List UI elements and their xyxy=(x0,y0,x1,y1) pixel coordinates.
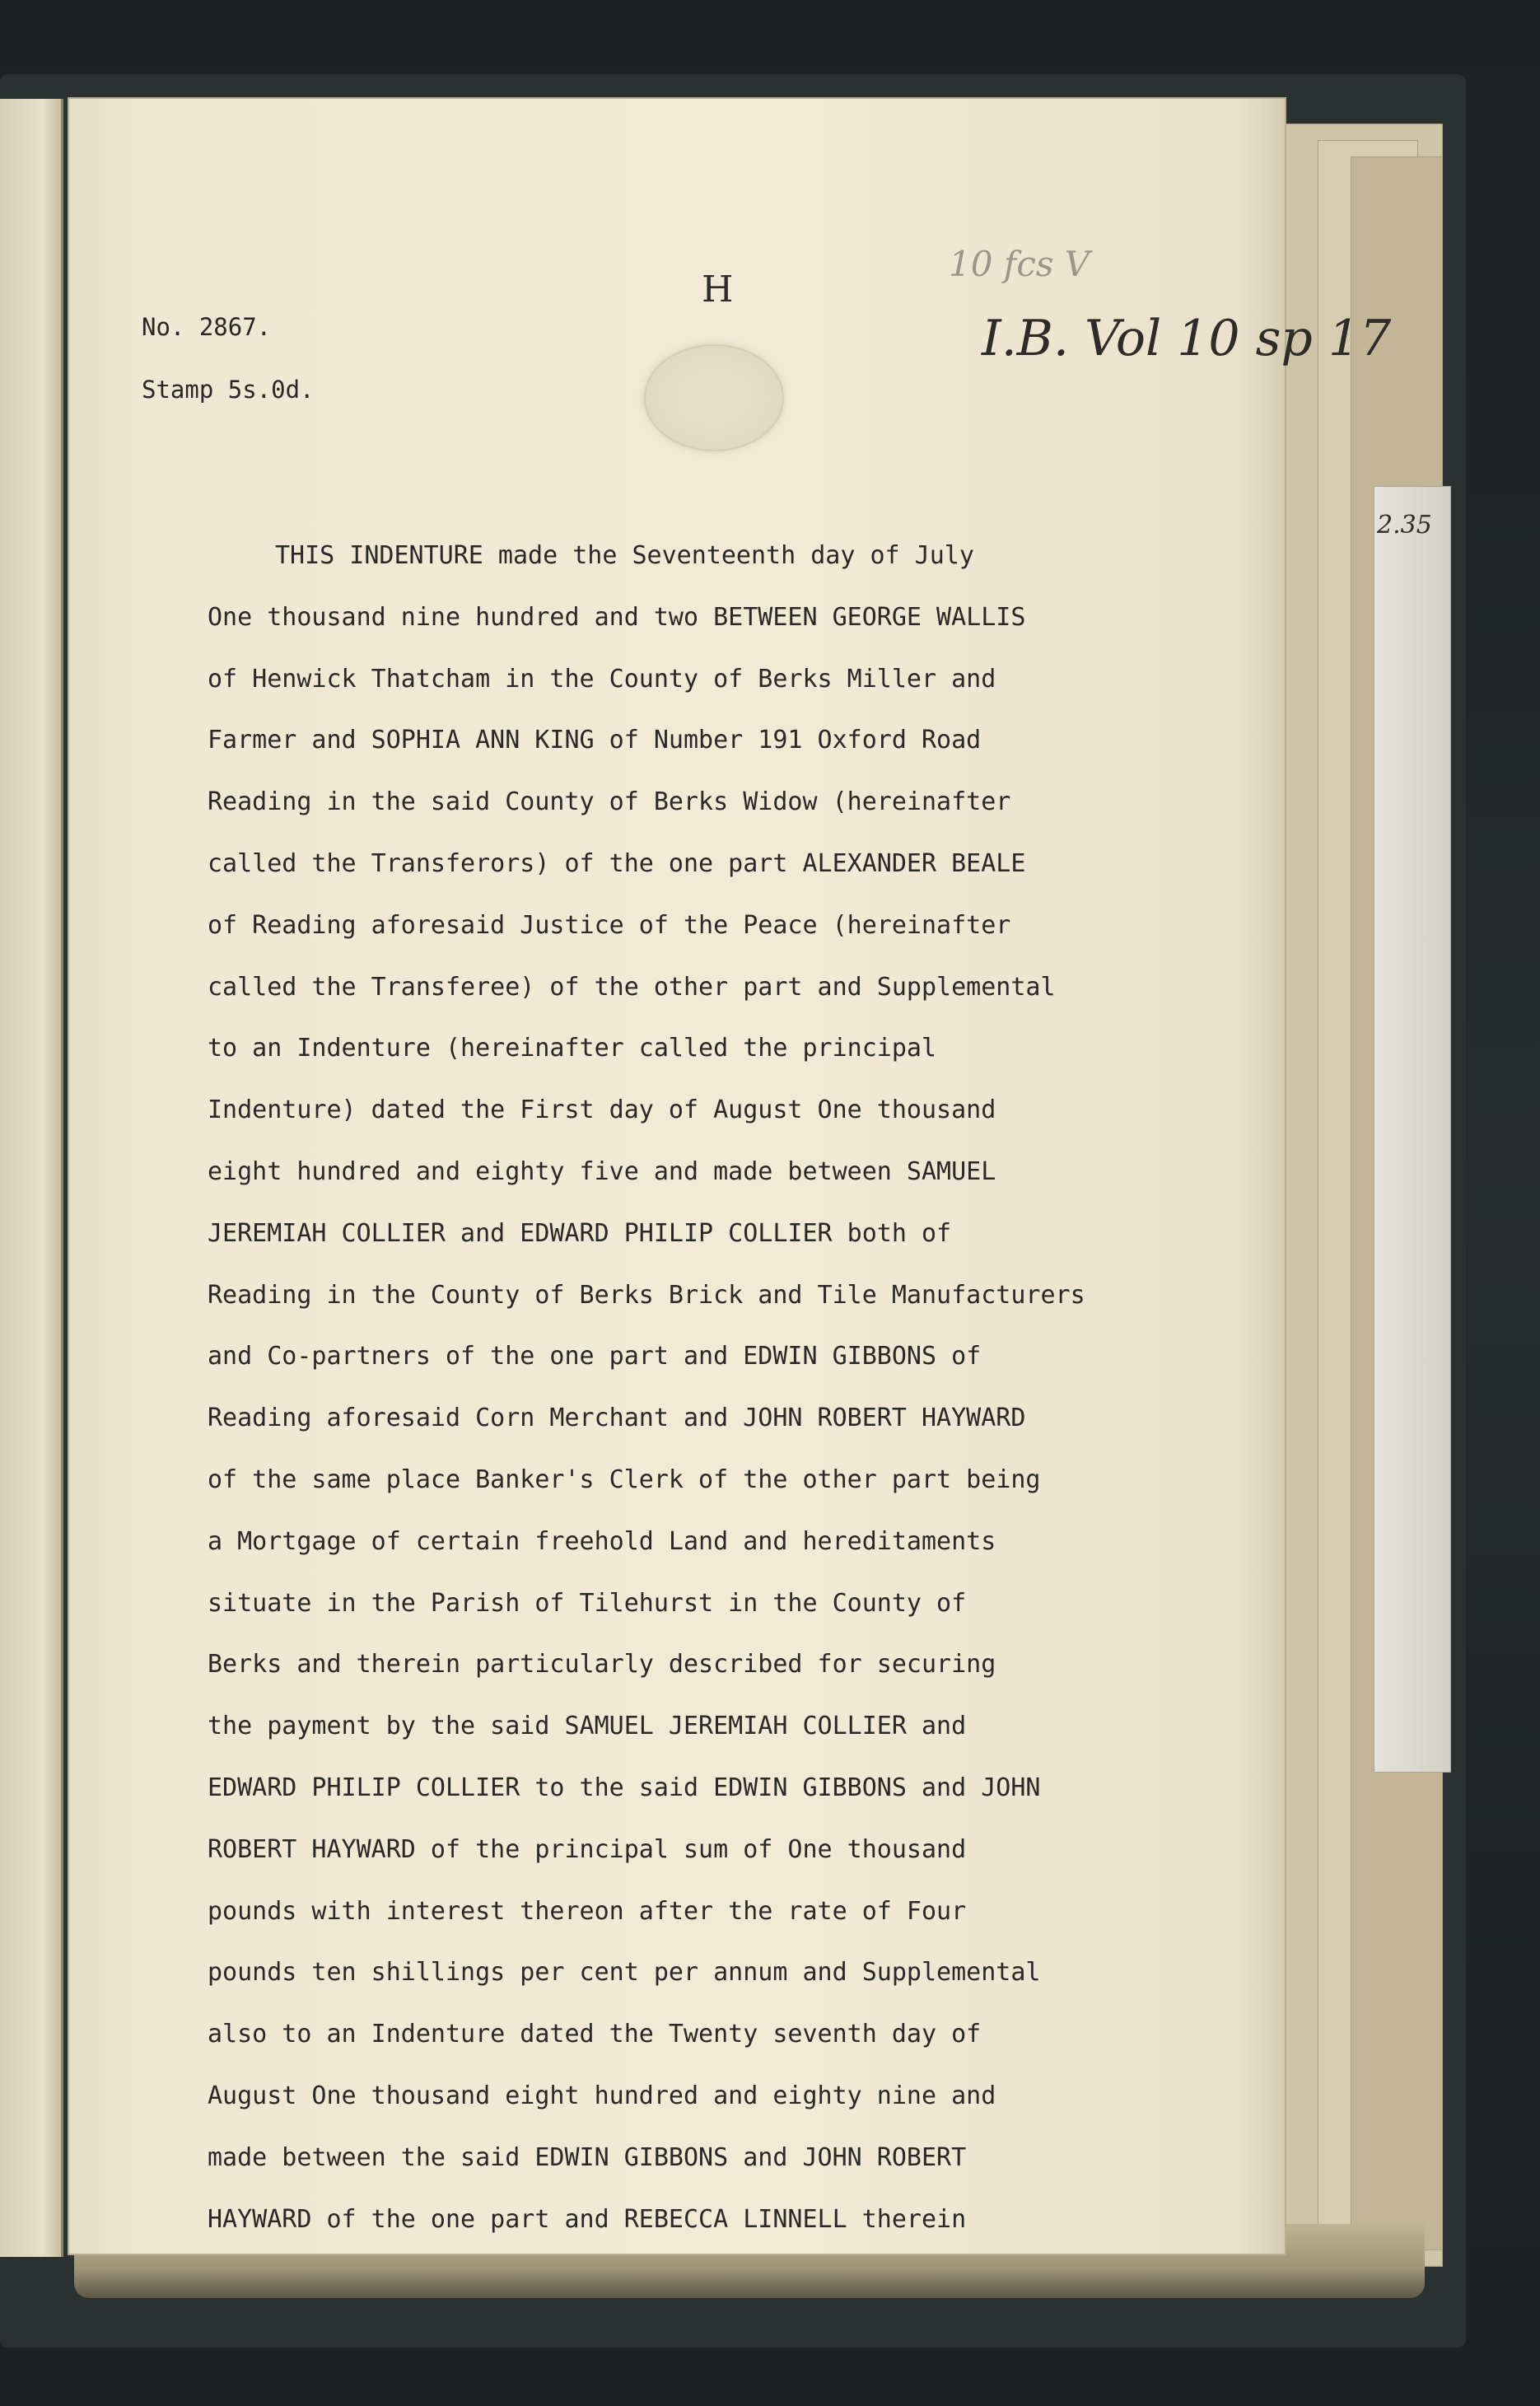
text-line: the payment by the said SAMUEL JEREMIAH COLLIER and xyxy=(208,1712,967,1741)
text-line: Indenture) dated the First day of August One thousand xyxy=(208,1096,996,1125)
text-line: of Henwick Thatcham in the County of Berks Miller and xyxy=(208,664,996,694)
side-tab-slip xyxy=(1374,486,1451,1773)
document-page xyxy=(68,97,1392,2255)
text-line: HAYWARD of the one part and REBECCA LINNELL therein xyxy=(208,2204,967,2234)
document-number: No. 2867. xyxy=(142,313,272,341)
text-line: Farmer and SOPHIA ANN KING of Number 191 Oxford Road xyxy=(208,726,982,755)
side-tab-number: 2.35 xyxy=(1377,511,1432,540)
text-line: Reading aforesaid Corn Merchant and JOHN ROBERT HAYWARD xyxy=(208,1404,1026,1433)
text-line: ROBERT HAYWARD of the principal sum of One thousand xyxy=(208,1834,967,1864)
text-line: Berks and therein particularly described for securing xyxy=(208,1650,996,1680)
indenture-text xyxy=(208,526,1295,2250)
text-line: called the Transferee) of the other part and Supplemental xyxy=(208,972,1056,1002)
embossed-seal-icon xyxy=(644,344,784,451)
text-line: One thousand nine hundred and two BETWEEN GEORGE WALLIS xyxy=(208,602,1026,632)
text-line: Reading in the said County of Berks Widow (hereinafter xyxy=(208,787,1011,817)
text-line: eight hundred and eighty five and made between SAMUEL xyxy=(208,1156,996,1186)
text-line: August One thousand eight hundred and eighty nine and xyxy=(208,2081,996,2110)
text-line: of Reading aforesaid Justice of the Peace (hereinafter xyxy=(208,910,1011,940)
text-line: EDWARD PHILIP COLLIER to the said EDWIN GIBBONS and JOHN xyxy=(208,1773,1041,1802)
text-line: Reading in the County of Berks Brick and Tile Manufacturers xyxy=(208,1280,1085,1310)
text-line: pounds ten shillings per cent per annum and Supplemental xyxy=(208,1958,1041,1988)
text-line: to an Indenture (hereinafter called the principal xyxy=(208,1034,937,1063)
pencil-annotation: 10 fcs V xyxy=(949,244,1090,284)
text-line: called the Transferors) of the one part ALEXANDER BEALE xyxy=(208,848,1026,878)
text-line: pounds with interest thereon after the rate of Four xyxy=(208,1896,967,1926)
stamp-duty: Stamp 5s.0d. xyxy=(142,376,315,404)
text-line: of the same place Banker's Clerk of the other part being xyxy=(208,1465,1041,1494)
text-line: situate in the Parish of Tilehurst in the County of xyxy=(208,1588,967,1618)
text-line: and Co-partners of the one part and EDWIN GIBBONS of xyxy=(208,1342,982,1371)
text-line: also to an Indenture dated the Twenty seventh day of xyxy=(208,2020,982,2049)
text-line: a Mortgage of certain freehold Land and hereditaments xyxy=(208,1526,996,1556)
text-line: made between the said EDWIN GIBBONS and JOHN ROBERT xyxy=(208,2142,967,2172)
handwritten-h-mark: H xyxy=(702,269,734,311)
left-page-edge xyxy=(0,99,63,2257)
handwritten-reference: I.B. Vol 10 sp 17 xyxy=(982,310,1392,367)
text-line: JEREMIAH COLLIER and EDWARD PHILIP COLLIER both of xyxy=(208,1218,952,1248)
text-line: THIS INDENTURE made the Seventeenth day of July xyxy=(275,541,974,570)
